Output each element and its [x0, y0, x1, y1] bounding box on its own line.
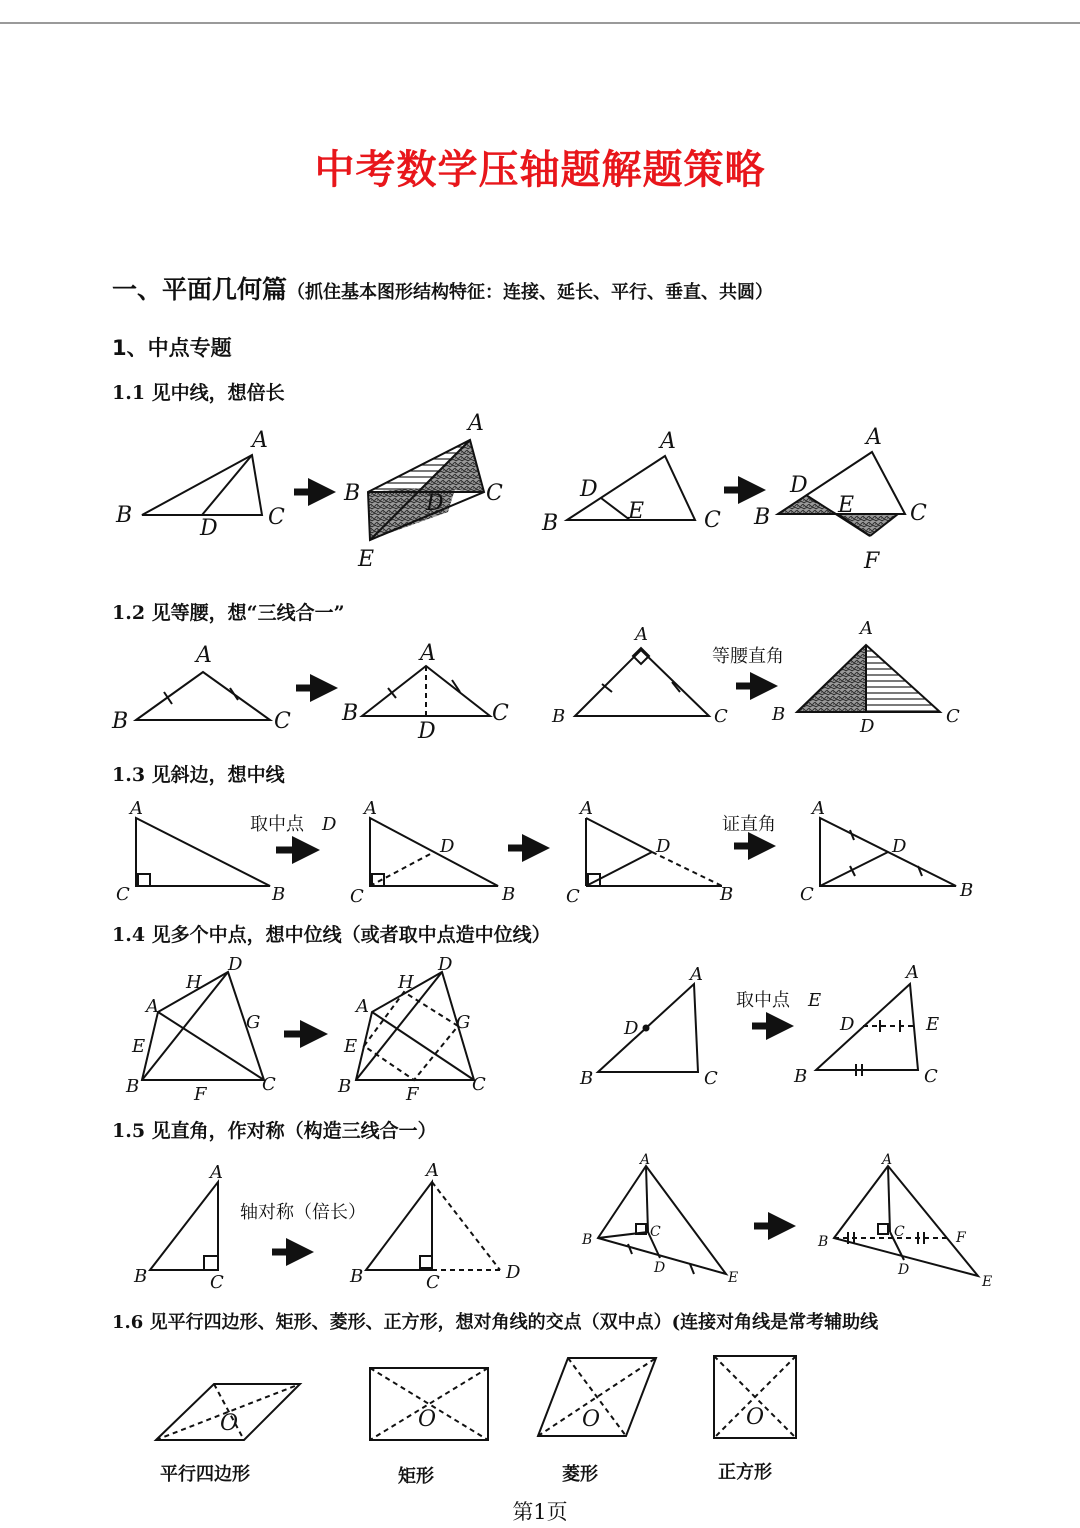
svg-text:B: B — [350, 1266, 364, 1287]
svg-text:E: E — [628, 499, 645, 524]
center-label: O — [418, 1407, 437, 1432]
svg-text:F: F — [406, 1084, 419, 1105]
page-number: 第1页 — [512, 1500, 568, 1524]
note-axis-symmetry: 轴对称（倍长） — [240, 1202, 366, 1223]
fig-1-5-reflected-triangle — [366, 1182, 500, 1270]
svg-text:A: A — [130, 798, 143, 819]
svg-text:G: G — [456, 1012, 471, 1033]
note-iso-right: 等腰直角 — [712, 646, 784, 667]
svg-text:D: D — [892, 836, 907, 857]
svg-text:C: C — [486, 481, 503, 506]
item-1-1-heading: 1.1 见中线，想倍长 — [112, 382, 285, 404]
svg-text:D: D — [228, 954, 243, 975]
shape-center-labels — [220, 1405, 764, 1436]
svg-text:B: B — [794, 1066, 808, 1087]
svg-text:B: B — [580, 1068, 594, 1089]
note-take-mid-d: 取中点 — [250, 814, 304, 835]
fig-1-1-median-triangle — [142, 455, 262, 515]
note-prove-right: 证直角 — [722, 814, 776, 835]
item-1-6-heading: 1.6 见平行四边形、矩形、菱形、正方形，想对角线的交点（双中点）(连接对角线是常考辅助线 — [112, 1312, 879, 1333]
svg-text:B: B — [772, 704, 786, 725]
fig-1-2-isosceles-right — [575, 648, 709, 716]
svg-text:A: A — [146, 996, 159, 1017]
fig-1-3-prove-right — [820, 818, 956, 886]
item-1-3-heading: 1.3 见斜边，想中线 — [112, 764, 285, 786]
svg-text:E: E — [358, 547, 375, 572]
svg-text:F: F — [956, 1230, 966, 1246]
center-label: O — [746, 1405, 765, 1430]
svg-text:B: B — [542, 511, 559, 536]
transform-arrows — [272, 490, 782, 1252]
fig-1-1-doubled-median — [368, 440, 484, 540]
svg-text:C: C — [714, 706, 728, 727]
svg-text:C: C — [472, 1074, 486, 1095]
svg-text:B: B — [344, 481, 361, 506]
svg-text:E: E — [728, 1270, 739, 1286]
svg-text:D: D — [438, 954, 453, 975]
svg-text:E: E — [132, 1036, 146, 1057]
svg-text:A: A — [866, 425, 882, 450]
svg-text:D: D — [418, 719, 436, 744]
svg-text:D: D — [790, 473, 808, 498]
caption-square: 正方形 — [718, 1462, 772, 1483]
fig-1-5-right-triangle — [150, 1182, 218, 1270]
svg-text:B: B — [582, 1232, 593, 1248]
svg-text:A: A — [640, 1152, 651, 1168]
fig-1-4-triangle-midline — [816, 984, 918, 1076]
svg-text:C: C — [566, 886, 580, 907]
svg-text:D: D — [624, 1018, 639, 1039]
section-heading-subtitle: （抓住基本图形结构特征：连接、延长、平行、垂直、共圆） — [287, 282, 774, 303]
svg-text:A: A — [580, 798, 593, 819]
svg-text:E: E — [982, 1274, 993, 1290]
svg-text:B: B — [116, 503, 133, 528]
svg-text:C: C — [894, 1224, 905, 1240]
svg-text:A: A — [635, 624, 648, 645]
svg-text:A: A — [468, 411, 484, 436]
item-1-5-heading: 1.5 见直角，作对称（构造三线合一） — [112, 1120, 437, 1142]
svg-text:A: A — [196, 643, 212, 668]
fig-1-2-isosceles-altitude — [362, 666, 490, 716]
svg-text:B: B — [272, 884, 286, 905]
svg-text:B: B — [720, 884, 734, 905]
svg-text:B: B — [754, 505, 771, 530]
svg-text:G: G — [246, 1012, 261, 1033]
svg-text:B: B — [112, 709, 129, 734]
caption-parallelogram: 平行四边形 — [160, 1464, 250, 1485]
svg-text:A: A — [252, 428, 268, 453]
svg-text:A: A — [420, 641, 436, 666]
svg-text:A: A — [356, 996, 369, 1017]
svg-text:C: C — [116, 884, 130, 905]
svg-text:F: F — [864, 549, 880, 574]
svg-text:D: D — [200, 516, 218, 541]
svg-text:E: E — [838, 493, 855, 518]
svg-text:B: B — [552, 706, 566, 727]
svg-text:B: B — [342, 701, 359, 726]
svg-text:H: H — [186, 972, 202, 993]
fig-1-3-extend-median — [586, 818, 722, 886]
page-title: 中考数学压轴题解题策略 — [314, 147, 766, 193]
svg-text:H: H — [398, 972, 414, 993]
svg-text:F: F — [194, 1084, 207, 1105]
caption-rectangle: 矩形 — [398, 1466, 434, 1487]
svg-text:C: C — [274, 709, 291, 734]
fig-1-2-isosceles — [136, 672, 270, 720]
point-labels — [111, 411, 992, 1293]
svg-text:A: A — [882, 1152, 893, 1168]
arrow-notes — [240, 646, 821, 1223]
fig-1-4-triangle-midpoint — [598, 984, 698, 1072]
svg-text:A: A — [812, 798, 825, 819]
svg-text:C: C — [910, 501, 927, 526]
note-take-mid-d-letter: D — [322, 814, 337, 835]
svg-text:C: C — [350, 886, 364, 907]
fig-1-2-isosceles-right-split — [797, 645, 940, 712]
svg-text:D: D — [426, 491, 444, 516]
fig-1-3-median-to-hypotenuse — [370, 818, 498, 886]
svg-text:E: E — [926, 1014, 940, 1035]
svg-text:D: D — [840, 1014, 855, 1035]
svg-text:A: A — [860, 618, 873, 639]
svg-text:B: B — [960, 880, 974, 901]
svg-text:C: C — [924, 1066, 938, 1087]
svg-text:D: D — [580, 477, 598, 502]
note-take-mid-e-letter: E — [808, 990, 822, 1011]
svg-text:A: A — [690, 964, 703, 985]
svg-text:A: A — [906, 962, 919, 983]
svg-text:D: D — [898, 1262, 910, 1278]
svg-text:A: A — [660, 429, 676, 454]
svg-text:B: B — [502, 884, 516, 905]
svg-text:E: E — [344, 1036, 358, 1057]
fig-1-5-triangle-reflected — [834, 1166, 978, 1276]
svg-text:C: C — [426, 1272, 440, 1293]
svg-text:C: C — [800, 884, 814, 905]
caption-rhombus: 菱形 — [562, 1464, 598, 1485]
svg-text:D: D — [654, 1260, 666, 1276]
center-label: O — [220, 1411, 239, 1436]
center-label: O — [582, 1407, 601, 1432]
svg-text:D: D — [440, 836, 455, 857]
item-1-4-heading: 1.4 见多个中点，想中位线（或者取中点造中位线） — [112, 924, 551, 946]
note-take-mid-e: 取中点 — [736, 990, 790, 1011]
topic-heading: 1、中点专题 — [112, 336, 232, 360]
item-1-2-heading: 1.2 见等腰，想“三线合一” — [112, 602, 345, 624]
svg-text:C: C — [492, 701, 509, 726]
svg-text:C: C — [268, 505, 285, 530]
svg-text:C: C — [650, 1224, 661, 1240]
svg-text:C: C — [210, 1272, 224, 1293]
svg-text:C: C — [946, 706, 960, 727]
svg-text:A: A — [364, 798, 377, 819]
svg-text:C: C — [704, 508, 721, 533]
svg-text:D: D — [506, 1262, 521, 1283]
svg-text:D: D — [656, 836, 671, 857]
svg-text:B: B — [338, 1076, 352, 1097]
svg-text:C: C — [704, 1068, 718, 1089]
fig-1-5-triangle-altitude — [598, 1166, 726, 1274]
svg-text:C: C — [262, 1074, 276, 1095]
svg-text:B: B — [126, 1076, 140, 1097]
svg-text:A: A — [426, 1160, 439, 1181]
svg-text:B: B — [134, 1266, 148, 1287]
svg-text:D: D — [860, 716, 875, 737]
svg-text:A: A — [210, 1162, 223, 1183]
section-heading-main: 一、平面几何篇 — [112, 275, 288, 304]
svg-text:B: B — [818, 1234, 829, 1250]
